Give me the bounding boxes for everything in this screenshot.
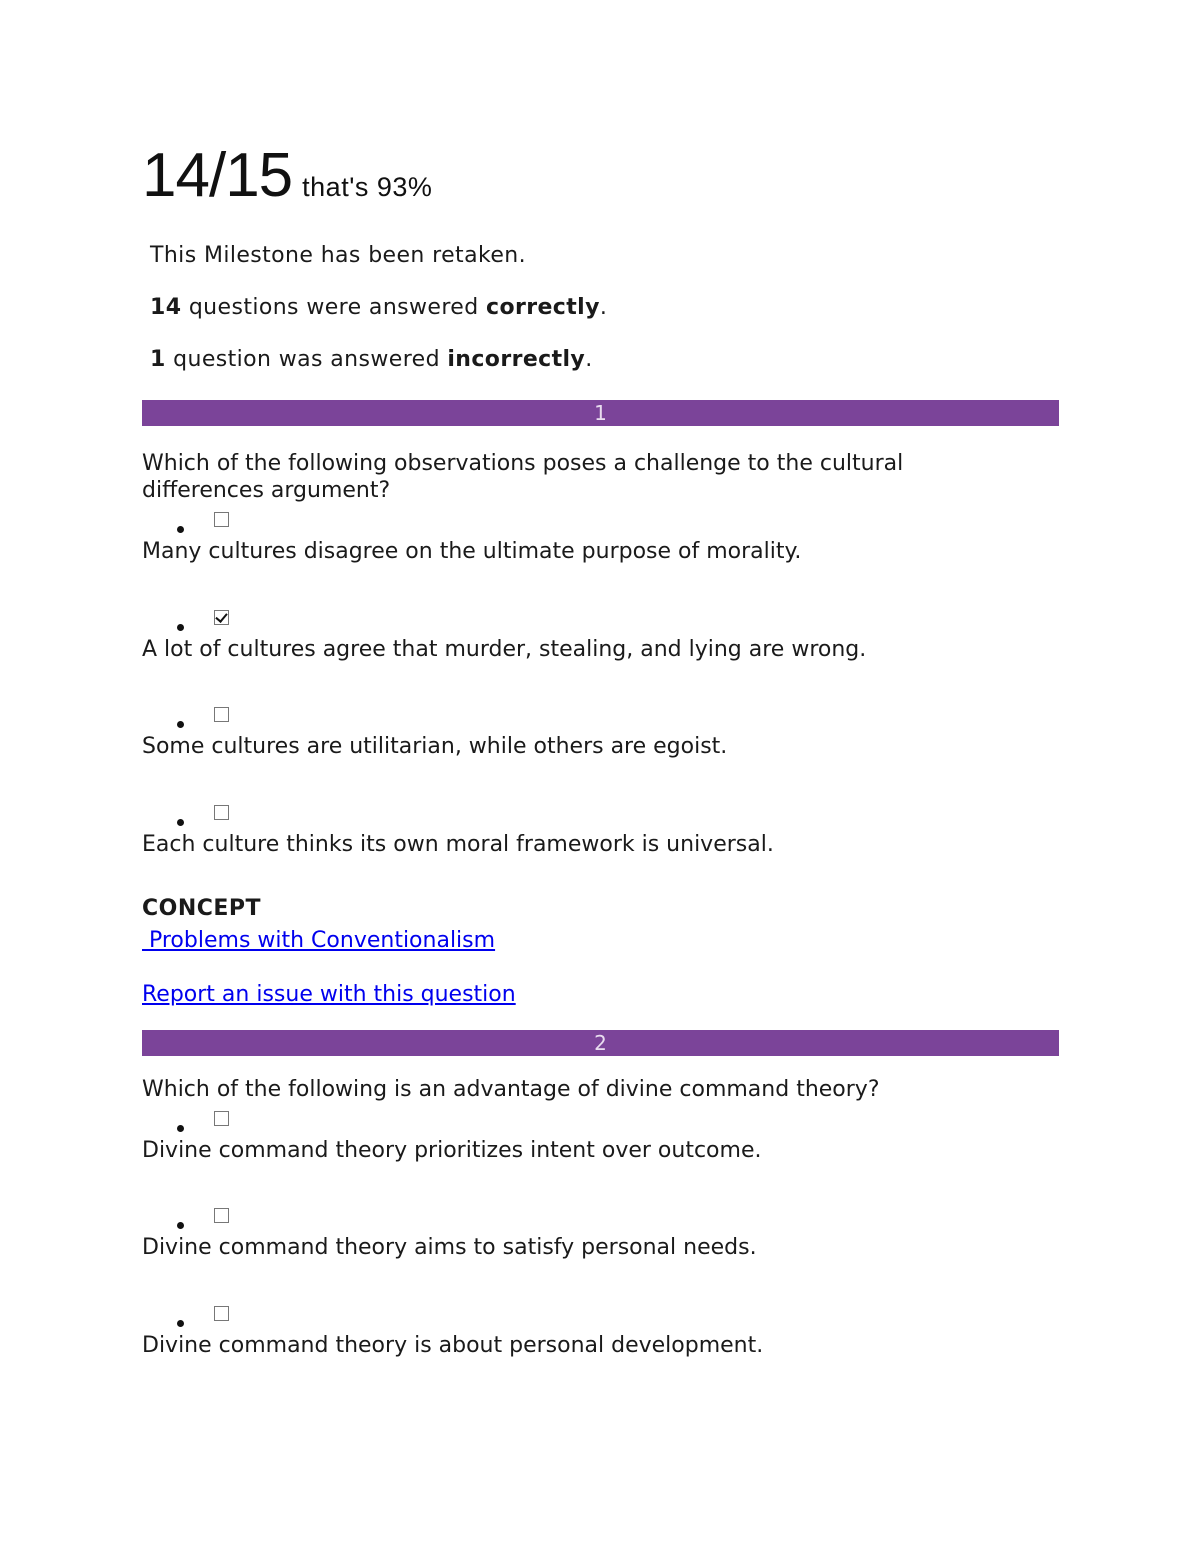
question-text: Which of the following observations poses a challenge to the cultural differences argument? [142, 451, 904, 503]
answer-choice-label: Divine command theory prioritizes intent over outcome. [142, 1138, 762, 1163]
answer-choice[interactable] [142, 707, 1059, 777]
correct-word: correctly [486, 295, 600, 320]
score-fraction: 14/15 [142, 141, 293, 210]
concept-heading: CONCEPT [142, 896, 262, 921]
answer-choice-label: Divine command theory aims to satisfy personal needs. [142, 1235, 757, 1260]
bullet-dot-icon [177, 526, 184, 533]
answer-choice[interactable] [142, 512, 1059, 582]
checkbox-unchecked-icon[interactable] [214, 707, 229, 722]
question-number-bar: 1 [142, 400, 1059, 426]
score-header [142, 140, 432, 211]
incorrect-summary [150, 347, 593, 372]
incorrect-summary-end: . [585, 347, 593, 372]
answer-choice[interactable] [142, 1111, 1059, 1181]
correct-count: 14 [150, 295, 182, 320]
correct-summary-text: questions were answered [181, 295, 487, 320]
bullet-dot-icon [177, 819, 184, 826]
bullet-dot-icon [177, 1320, 184, 1327]
correct-summary-end: . [599, 295, 608, 320]
checkbox-checked-icon[interactable] [214, 610, 229, 625]
answer-choice-selected[interactable] [142, 610, 1059, 680]
report-issue-link[interactable]: Report an issue with this question [142, 982, 516, 1007]
checkbox-unchecked-icon[interactable] [214, 1306, 229, 1321]
incorrect-count: 1 [150, 347, 166, 372]
answer-choice-label: A lot of cultures agree that murder, stealing, and lying are wrong. [142, 637, 867, 662]
answer-choice[interactable] [142, 805, 1059, 875]
question-text: Which of the following is an advantage of divine command theory? [142, 1077, 880, 1102]
checkbox-unchecked-icon[interactable] [214, 1208, 229, 1223]
bullet-dot-icon [177, 721, 184, 728]
answer-choice-label: Some cultures are utilitarian, while others are egoist. [142, 734, 728, 759]
retaken-notice: This Milestone has been retaken. [150, 243, 526, 268]
correct-summary [150, 295, 607, 320]
answer-choice-label: Divine command theory is about personal development. [142, 1333, 764, 1358]
checkbox-unchecked-icon[interactable] [214, 1111, 229, 1126]
answer-choice[interactable] [142, 1306, 1059, 1376]
question-number-bar: 2 [142, 1030, 1059, 1056]
bullet-dot-icon [177, 1125, 184, 1132]
bullet-dot-icon [177, 624, 184, 631]
answer-choice[interactable] [142, 1208, 1059, 1278]
bullet-dot-icon [177, 1222, 184, 1229]
concept-link[interactable]: Problems with Conventionalism [142, 928, 496, 953]
answer-choice-label: Each culture thinks its own moral framework is universal. [142, 832, 774, 857]
score-percent: that's 93% [302, 172, 433, 202]
checkbox-unchecked-icon[interactable] [214, 512, 229, 527]
checkbox-unchecked-icon[interactable] [214, 805, 229, 820]
answer-choice-label: Many cultures disagree on the ultimate purpose of morality. [142, 539, 802, 564]
incorrect-word: incorrectly [447, 347, 586, 372]
incorrect-summary-text: question was answered [165, 347, 448, 372]
